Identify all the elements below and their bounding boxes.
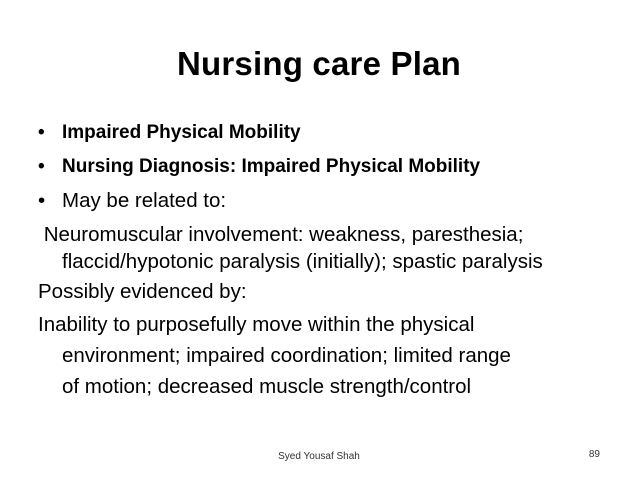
- bullet-text: May be related to:: [62, 189, 227, 212]
- related-factors-paragraph: [38, 221, 618, 275]
- bullet-item-impaired-mobility: [38, 116, 618, 150]
- bullet-item-nursing-diagnosis: [38, 150, 618, 184]
- footer-author: Syed Yousaf Shah: [278, 451, 360, 462]
- related-factors-line: Neuromuscular involvement: weakness, paresthesia;: [38, 223, 524, 246]
- bullet-icon: •: [38, 122, 45, 143]
- evidence-line: of motion; decreased muscle strength/control: [62, 375, 472, 398]
- slide-content: [38, 116, 618, 402]
- related-factors-line: flaccid/hypotonic paralysis (initially); spastic paralysis: [62, 250, 543, 273]
- evidence-paragraph: [38, 309, 618, 402]
- evidence-line: environment; impaired coordination; limited range: [62, 344, 511, 367]
- bullet-icon: •: [38, 156, 45, 177]
- bullet-text: Nursing Diagnosis: Impaired Physical Mobility: [62, 156, 481, 177]
- bullet-icon: •: [38, 189, 46, 212]
- evidenced-heading: Possibly evidenced by:: [38, 280, 247, 303]
- page-number: 89: [588, 449, 600, 460]
- evidence-line: Inability to purposefully move within the physical: [38, 313, 475, 336]
- bullet-item-related-to: [38, 184, 618, 218]
- slide-title: Nursing care Plan: [177, 45, 461, 82]
- bullet-text: Impaired Physical Mobility: [62, 122, 301, 143]
